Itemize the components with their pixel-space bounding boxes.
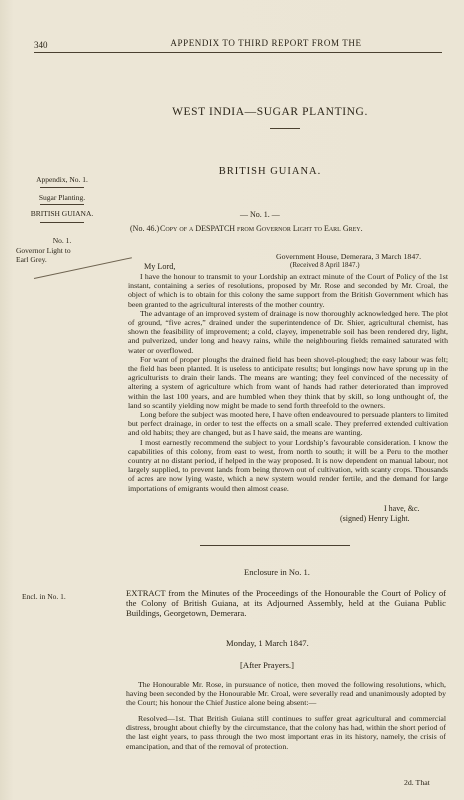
paragraph: Resolved—1st. That British Guiana still continues to suffer great agricultural and commercial distress, brought about chiefly by the circumstance, that the colony has had, within the short period of the last eight years, to pass through the two most important eras in its history, namely, the crisis of emancipation, and that of the removal of protection. bbox=[126, 714, 446, 751]
margin-enclosure: Encl. in No. 1. bbox=[22, 592, 66, 601]
margin-no1: No. 1. bbox=[52, 236, 72, 245]
margin-rule bbox=[40, 204, 84, 205]
section-rule bbox=[270, 128, 300, 129]
margin-rule bbox=[40, 222, 84, 223]
paragraph: For want of proper ploughs the drained field has been shovel-ploughed; the easy labour was felt; the field has been planted. It is useless to anticipate results; but longings now have sprung up in the agriculturists to drain their lands. The means are wanting; they feel convinced of the necessity of altering a system of agriculture which from want of hands had rather deteriorated than improved within the last 100 years, and are humbled when they think that by skill, so long unthought of, the land so scantily yielding now might be made to send forth threefold to the owners. bbox=[128, 354, 448, 410]
after-prayers: [After Prayers.] bbox=[240, 660, 294, 670]
letter-place: Government House, Demerara, 3 March 1847. bbox=[276, 252, 422, 261]
margin-rule bbox=[40, 187, 84, 188]
margin-topic: Sugar Planting. bbox=[38, 193, 86, 202]
paragraph: I most earnestly recommend the subject to your Lordship’s favourable consideration. I know the capabilities of this colony, from east to west, from north to south; it will be a Peru to the mother country at no distant period, if helped in the way proposed. It is now dependent on manual labour, not largely supplied, to prevent lands from being thrown out of cultivation, with scanty crops. Thousands of acres are now lying waste, which a new system would render fertile, and the demand for large importations of emigrants would then almost cease. bbox=[128, 437, 448, 493]
paragraph: I have the honour to transmit to your Lordship an extract minute of the Court of Policy of the 1st instant, containing a series of resolutions, proposed by Mr. Rose and seconded by Mr. Croal, the object of which is to obtain for this colony the same support from the British Government which has been granted to the agricultural interests of the mother country. bbox=[128, 272, 448, 309]
minute-date: Monday, 1 March 1847. bbox=[226, 638, 309, 648]
letter-ref: (No. 46.) bbox=[130, 224, 160, 233]
margin-appendix: Appendix, No. 1. bbox=[36, 175, 88, 184]
letter-number: — No. 1. — bbox=[240, 210, 280, 219]
despatch-heading: Copy of a DESPATCH from Governor Light to Earl Grey. bbox=[160, 224, 363, 233]
enclosure-title: Enclosure in No. 1. bbox=[244, 567, 310, 577]
paragraph: The advantage of an improved system of drainage is now thoroughly acknowledged here. The plot of ground, “five acres,” drained under the superintendence of Dr. Shier, agricultural chemist, has shown the feasibility of improvement; a cold, clayey, impenetrable soil has been rendered dry, light, and pulverized, under long and heavy rains, while the neighbouring fields remained saturated with water or overflowed. bbox=[128, 308, 448, 355]
closing: I have, &c. bbox=[384, 504, 420, 513]
paragraph: Long before the subject was mooted here, I have often endeavoured to persuade planters to limited but perfect drainage, in order to test the effects on a small scale. They preferred extended cultivation and old habits; they are changed, but as I have said, the means are wanting. bbox=[128, 410, 448, 438]
catchword: 2d. That bbox=[404, 778, 430, 787]
salutation: My Lord, bbox=[144, 262, 176, 271]
extract-heading: EXTRACT from the Minutes of the Proceedings of the Honourable the Court of Policy of the Colony of British Guiana, at its Adjourned Assembly, held at the Guiana Public Buildings, Georgetown, Demerara. bbox=[126, 588, 446, 619]
margin-earl: Earl Grey. bbox=[16, 255, 47, 264]
paragraph: The Honourable Mr. Rose, in pursuance of notice, then moved the following resolutions, which, having been seconded by the Honourable Mr. Croal, were severally read and unanimously adopted by the Court; his honour the Chief Justice alone being absent:— bbox=[126, 680, 446, 708]
margin-colony: BRITISH GUIANA. bbox=[30, 209, 94, 218]
letter-received: (Received 8 April 1847.) bbox=[290, 261, 360, 269]
resolution-paragraph bbox=[126, 714, 446, 751]
signature: (signed) Henry Light. bbox=[340, 514, 410, 523]
running-title: APPENDIX TO THIRD REPORT FROM THE bbox=[170, 38, 362, 48]
header-rule bbox=[34, 52, 442, 53]
section-title: WEST INDIA—SUGAR PLANTING. bbox=[172, 106, 368, 118]
section-divider bbox=[200, 545, 350, 546]
page-number: 340 bbox=[34, 40, 48, 50]
margin-governor: Governor Light to bbox=[16, 246, 71, 255]
letter-body bbox=[128, 272, 448, 493]
colony-heading: BRITISH GUIANA. bbox=[218, 166, 322, 177]
minute-paragraph bbox=[126, 680, 446, 708]
